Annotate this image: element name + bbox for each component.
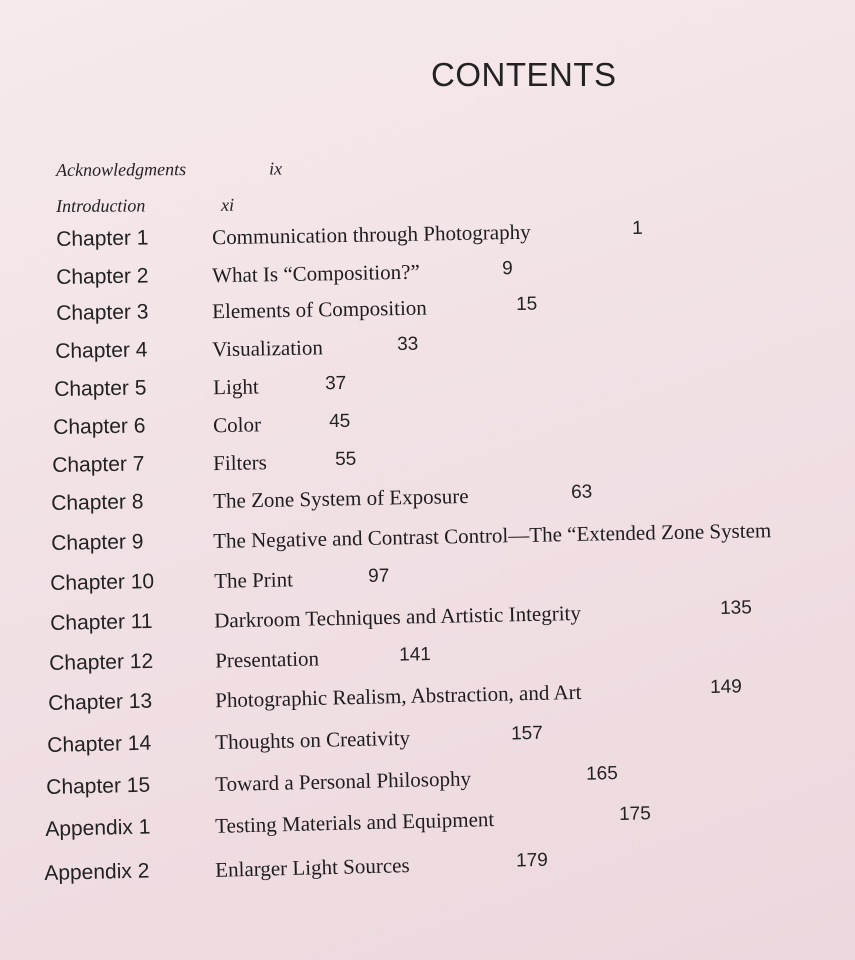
toc-label: Introduction (56, 195, 146, 216)
toc-label: Chapter 14 (47, 731, 152, 757)
toc-title: Enlarger Light Sources (214, 853, 410, 882)
toc-title: Elements of Composition (211, 295, 428, 324)
toc-page-number: xi (220, 194, 235, 215)
toc-label: Chapter 2 (56, 264, 149, 289)
toc-label: Chapter 5 (54, 376, 147, 401)
toc-label: Chapter 9 (51, 530, 144, 555)
toc-title: Communication through Photography (211, 219, 531, 250)
toc-label: Appendix 1 (45, 815, 151, 841)
toc-label: Chapter 13 (48, 689, 153, 715)
toc-label: Appendix 2 (44, 859, 150, 885)
toc-title: Darkroom Techniques and Artistic Integrity (213, 600, 582, 633)
toc-page-number: 37 (324, 372, 347, 395)
toc-page-number: 9 (501, 258, 513, 280)
toc-title: Photographic Realism, Abstraction, and Art (214, 679, 582, 713)
toc-page-number: 97 (367, 565, 390, 587)
toc-title: The Negative and Contrast Control—The “Extended Zone System (212, 518, 772, 553)
toc-page-number: 1 (631, 217, 643, 239)
toc-title: Toward a Personal Philosophy (214, 766, 472, 797)
toc-page-number: 45 (328, 410, 351, 433)
toc-label: Chapter 6 (53, 414, 146, 439)
toc-title: Testing Materials and Equipment (214, 807, 495, 838)
toc-title: Thoughts on Creativity (214, 725, 411, 755)
toc-page-number: 55 (334, 448, 357, 471)
toc-label: Chapter 4 (55, 338, 148, 363)
toc-page-number: 149 (709, 676, 743, 698)
toc-page-number: 33 (396, 333, 419, 356)
toc-label: Chapter 15 (46, 773, 151, 799)
toc-title: Light (212, 374, 259, 400)
toc-label: Chapter 12 (49, 649, 154, 675)
toc-label: Chapter 10 (50, 570, 155, 595)
toc-page-number: 63 (570, 481, 593, 504)
toc-title: Filters (212, 450, 268, 476)
toc-page-number: 175 (618, 803, 652, 825)
toc-title: Visualization (211, 335, 324, 362)
toc-page-number: 157 (510, 722, 544, 745)
toc-title: Presentation (214, 646, 320, 673)
toc-page-number: 135 (719, 597, 752, 619)
toc-title: The Print (213, 567, 294, 593)
toc-page-number: 141 (398, 644, 432, 666)
toc-page-number: 179 (515, 849, 549, 872)
page-title: CONTENTS (431, 56, 617, 93)
toc-title: Color (212, 412, 262, 438)
toc-label: Chapter 3 (56, 300, 149, 325)
toc-title: The Zone System of Exposure (212, 483, 469, 513)
toc-label: Chapter 1 (56, 226, 149, 251)
toc-label: Chapter 11 (50, 609, 153, 635)
toc-label: Chapter 8 (51, 490, 144, 515)
toc-page-number: 15 (515, 293, 538, 315)
toc-label: Acknowledgments (56, 159, 187, 180)
toc-page-number: ix (268, 158, 283, 179)
toc-label: Chapter 7 (52, 452, 145, 477)
toc-page-number: 165 (585, 763, 619, 785)
toc-title: What Is “Composition?” (211, 259, 420, 288)
